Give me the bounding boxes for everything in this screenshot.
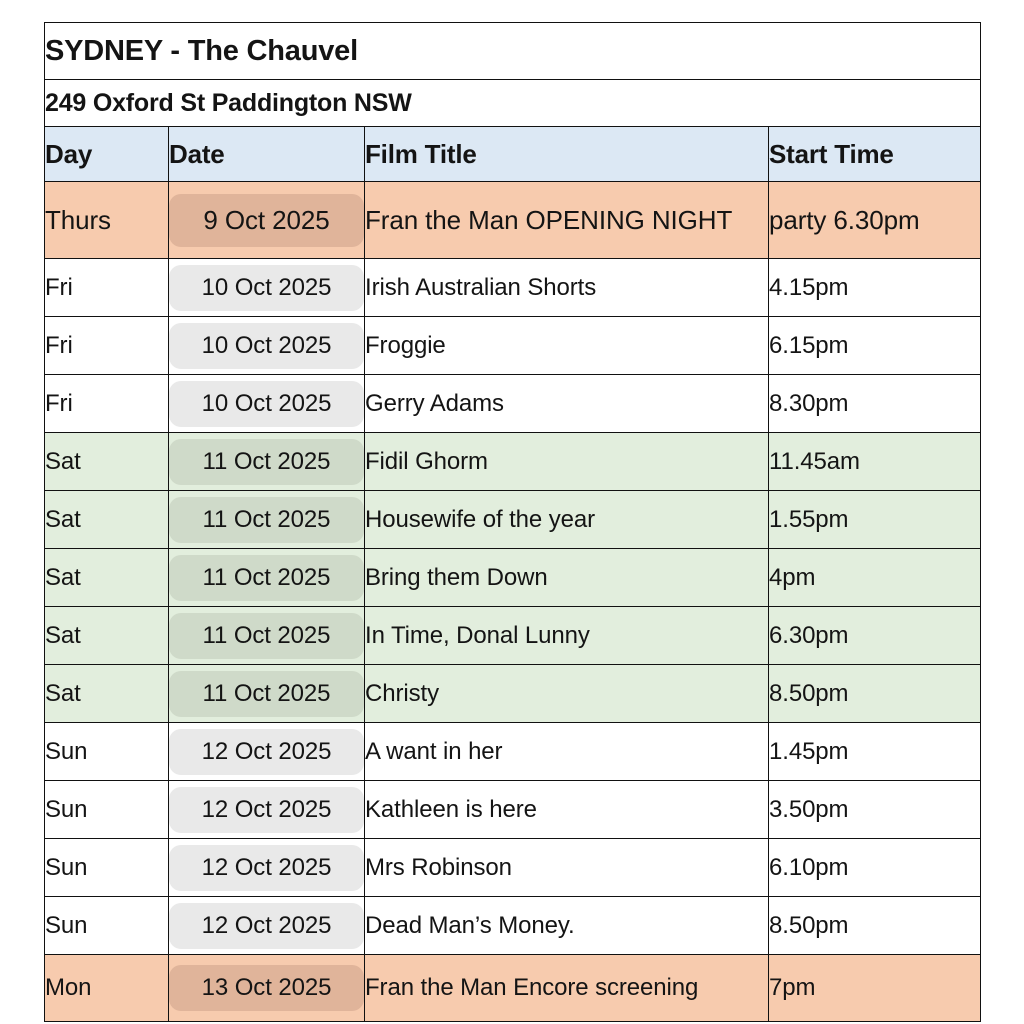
cell-day: Sun — [45, 781, 169, 839]
date-pill: 11 Oct 2025 — [169, 439, 364, 485]
venue-title: SYDNEY - The Chauvel — [45, 23, 981, 80]
cell-start-time: 1.45pm — [769, 723, 981, 781]
cell-start-time: 8.50pm — [769, 897, 981, 955]
cell-start-time: 11.45am — [769, 433, 981, 491]
cell-date — [169, 781, 365, 839]
column-header-day: Day — [45, 127, 169, 182]
table-row — [45, 375, 981, 433]
date-pill: 12 Oct 2025 — [169, 845, 364, 891]
cell-start-time: 1.55pm — [769, 491, 981, 549]
date-pill: 11 Oct 2025 — [169, 613, 364, 659]
table-row — [45, 491, 981, 549]
table-row — [45, 607, 981, 665]
column-header-date: Date — [169, 127, 365, 182]
date-pill: 11 Oct 2025 — [169, 555, 364, 601]
date-pill: 10 Oct 2025 — [169, 381, 364, 427]
cell-date — [169, 665, 365, 723]
cell-day: Sun — [45, 839, 169, 897]
cell-film-title: Fran the Man Encore screening — [365, 955, 769, 1022]
cell-date — [169, 549, 365, 607]
date-pill: 10 Oct 2025 — [169, 265, 364, 311]
cell-date — [169, 433, 365, 491]
cell-day: Fri — [45, 317, 169, 375]
cell-day: Sat — [45, 607, 169, 665]
cell-start-time: 7pm — [769, 955, 981, 1022]
cell-date — [169, 607, 365, 665]
table-row — [45, 955, 981, 1022]
cell-start-time: 8.30pm — [769, 375, 981, 433]
cell-day: Thurs — [45, 182, 169, 259]
cell-film-title: Gerry Adams — [365, 375, 769, 433]
cell-start-time: 6.10pm — [769, 839, 981, 897]
cell-date — [169, 375, 365, 433]
table-row — [45, 897, 981, 955]
venue-row — [45, 23, 981, 80]
cell-day: Fri — [45, 375, 169, 433]
cell-date — [169, 955, 365, 1022]
column-header-film-title: Film Title — [365, 127, 769, 182]
cell-date — [169, 897, 365, 955]
cell-film-title: Housewife of the year — [365, 491, 769, 549]
cell-date — [169, 317, 365, 375]
address-row — [45, 80, 981, 127]
cell-date — [169, 259, 365, 317]
cell-film-title: In Time, Donal Lunny — [365, 607, 769, 665]
table-row — [45, 781, 981, 839]
cell-date — [169, 723, 365, 781]
cell-date — [169, 839, 365, 897]
cell-date — [169, 182, 365, 259]
cell-day: Fri — [45, 259, 169, 317]
venue-address: 249 Oxford St Paddington NSW — [45, 80, 981, 127]
cell-start-time: 4.15pm — [769, 259, 981, 317]
date-pill: 12 Oct 2025 — [169, 787, 364, 833]
cell-day: Mon — [45, 955, 169, 1022]
cell-film-title: Fran the Man OPENING NIGHT — [365, 182, 769, 259]
cell-film-title: Froggie — [365, 317, 769, 375]
screening-schedule-table — [44, 22, 981, 1022]
cell-day: Sat — [45, 491, 169, 549]
cell-start-time: 8.50pm — [769, 665, 981, 723]
cell-film-title: Christy — [365, 665, 769, 723]
table-row — [45, 665, 981, 723]
table-row — [45, 433, 981, 491]
cell-start-time: 6.30pm — [769, 607, 981, 665]
table-head — [45, 23, 981, 182]
cell-film-title: Bring them Down — [365, 549, 769, 607]
date-pill: 12 Oct 2025 — [169, 729, 364, 775]
cell-date — [169, 491, 365, 549]
cell-film-title: Kathleen is here — [365, 781, 769, 839]
date-pill: 11 Oct 2025 — [169, 671, 364, 717]
cell-start-time: 4pm — [769, 549, 981, 607]
cell-film-title: Fidil Ghorm — [365, 433, 769, 491]
cell-day: Sat — [45, 549, 169, 607]
cell-film-title: Dead Man’s Money. — [365, 897, 769, 955]
cell-start-time: 3.50pm — [769, 781, 981, 839]
date-pill: 12 Oct 2025 — [169, 903, 364, 949]
table-row — [45, 259, 981, 317]
column-header-start-time: Start Time — [769, 127, 981, 182]
table-row — [45, 839, 981, 897]
cell-film-title: Mrs Robinson — [365, 839, 769, 897]
cell-film-title: A want in her — [365, 723, 769, 781]
cell-start-time: 6.15pm — [769, 317, 981, 375]
date-pill: 10 Oct 2025 — [169, 323, 364, 369]
cell-film-title: Irish Australian Shorts — [365, 259, 769, 317]
table-body — [45, 182, 981, 1022]
table-row — [45, 549, 981, 607]
cell-start-time: party 6.30pm — [769, 182, 981, 259]
cell-day: Sat — [45, 433, 169, 491]
table-row — [45, 317, 981, 375]
column-header-row — [45, 127, 981, 182]
cell-day: Sun — [45, 723, 169, 781]
date-pill: 13 Oct 2025 — [169, 965, 364, 1011]
date-pill: 9 Oct 2025 — [169, 194, 364, 247]
table-row — [45, 182, 981, 259]
cell-day: Sun — [45, 897, 169, 955]
cell-day: Sat — [45, 665, 169, 723]
date-pill: 11 Oct 2025 — [169, 497, 364, 543]
table-row — [45, 723, 981, 781]
